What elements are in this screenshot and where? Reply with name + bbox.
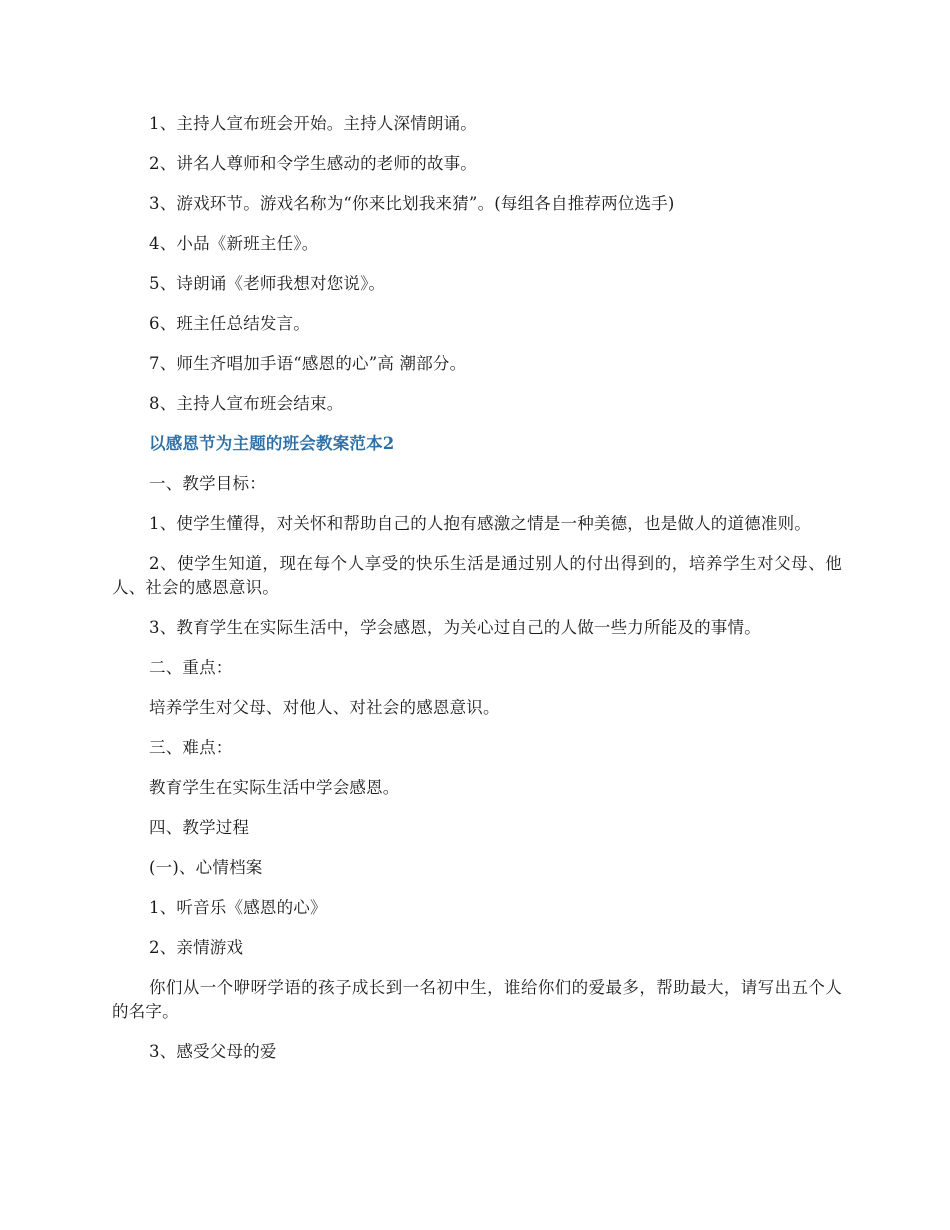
- list-item: 1、主持人宣布班会开始。主持人深情朗诵。: [149, 114, 477, 133]
- list-item: 7、师生齐唱加手语“感恩的心”高 潮部分。: [149, 354, 467, 373]
- focus-text: 培养学生对父母、对他人、对社会的感恩意识。: [149, 698, 500, 717]
- process-step: 2、亲情游戏: [149, 938, 244, 957]
- section-heading: 以感恩节为主题的班会教案范本2: [149, 434, 395, 453]
- goal-item: 2、使学生知道，现在每个人享受的快乐生活是通过别人的付出得到的，培养学生对父母、他人、社会的感恩意识。: [112, 554, 842, 597]
- list-item: 6、班主任总结发言。: [149, 314, 310, 333]
- list-item: 4、小品《新班主任》。: [149, 234, 319, 253]
- document-body: [112, 112, 842, 1080]
- difficulty-title: 三、难点：: [149, 738, 233, 757]
- goal-item: 1、使学生懂得，对关怀和帮助自己的人抱有感激之情是一种美德，也是做人的道德准则。: [149, 514, 811, 533]
- game-description: 你们从一个咿呀学语的孩子成长到一名初中生，谁给你们的爱最多，帮助最大，请写出五个人的名字。: [112, 978, 842, 1021]
- process-step: 1、听音乐《感恩的心》: [149, 898, 327, 917]
- list-item: 5、诗朗诵《老师我想对您说》。: [149, 274, 386, 293]
- goal-item: 3、教育学生在实际生活中，学会感恩，为关心过自己的人做一些力所能及的事情。: [149, 618, 761, 637]
- goals-title: 一、教学目标：: [149, 474, 266, 493]
- list-item: 3、游戏环节。游戏名称为“你来比划我来猜”。(每组各自推荐两位选手): [149, 194, 675, 213]
- list-item: 8、主持人宣布班会结束。: [149, 394, 344, 413]
- list-item: 2、讲名人尊师和令学生感动的老师的故事。: [149, 154, 477, 173]
- difficulty-text: 教育学生在实际生活中学会感恩。: [149, 778, 400, 797]
- focus-title: 二、重点：: [149, 658, 233, 677]
- process-title: 四、教学过程: [149, 818, 250, 837]
- process-step: 3、感受父母的爱: [149, 1042, 277, 1061]
- process-subtitle: (一)、心情档案: [149, 858, 263, 877]
